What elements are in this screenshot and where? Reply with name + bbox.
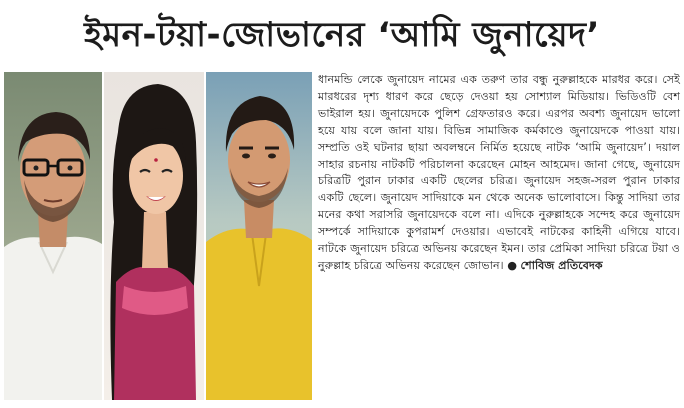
article xyxy=(318,72,680,406)
article-body: ধানমন্ডি লেকে জুনায়েদ নামের এক তরুণ তার বন্ধু নুরুল্লাহকে মারধর করে। সেই মারধরের দৃশ্য ধারণ করে ছেড়ে দেওয়া হয় সোশ্যাল মিডিয়ায়। ভিডিওটি বেশ ভাইরাল হয়। জুনায়েদকে পুলিশ গ্রেফতারও করে। এরপর অবশ্য জুনায়েদ ভালো হয়ে যায় বলে জানা যায়। বিভিন্ন সামাজিক কর্মকাণ্ডে জুনায়েদকে পাওয়া যায়। সম্প্রতি ওই ঘটনার ছায়া অবলম্বনে নির্মিত হয়েছে নাটক ‘আমি জুনায়েদ’। দয়াল সাহার রচনায় নাটকটি পরিচালনা করেছেন মোহন আহমেদ। জানা গেছে, জুনায়েদ চরিত্রটি পুরান ঢাকার একটি ছেলের চরিত্র। জুনায়েদ সহজ-সরল পুরান ঢাকার একটি ছেলে। জুনায়েদ সাদিয়াকে মন থেকে অনেক ভালোবাসে। কিন্তু সাদিয়া তার মনের কথা সরাসরি জুনায়েদকে বলে না। এদিকে নুরুল্লাহকে সন্দেহ করে জুনায়েদ সম্পর্কে সাদিয়াকে কুপরামর্শ দেওয়ার। এভাবেই নাটকের কাহিনী এগিয়ে যাবে। নাটকে জুনায়েদ চরিত্রে অভিনয় করেছেন ইমন। তার প্রেমিকা সাদিয়া চরিত্রে টয়া ও নুরুল্লাহ চরিত্রে অভিনয় করেছেন জোভান। xyxy=(318,73,680,272)
byline: শোবিজ প্রতিবেদক xyxy=(520,258,603,272)
photo-young-man-yellow-shirt xyxy=(206,72,312,400)
photo-woman-smiling xyxy=(104,72,204,400)
article-body-paragraph xyxy=(318,72,680,275)
headline: ইমন-টয়া-জোভানের ‘আমি জুনায়েদ’ xyxy=(84,15,600,55)
byline-marker: ● xyxy=(507,258,517,272)
photo-man-with-glasses xyxy=(4,72,102,400)
